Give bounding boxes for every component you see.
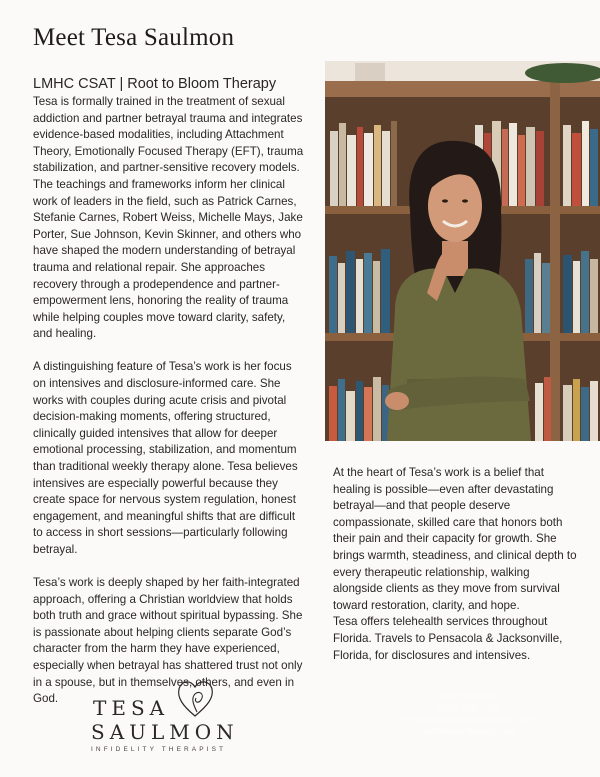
bio-paragraph-belief: At the heart of Tesa’s work is a belief that healing is possible—even after devastating betrayal—and that people deserve compassionate, skilled care that honors both their pain and their capacity for growth. She brings warmth, steadiness, and clinical depth to every therapeutic relationship, walking alongside clients as they move from survival toward restoration, clarity, and hope.	[333, 466, 577, 612]
bio-paragraph-services: Tesa offers telehealth services throughout Florida. Travels to Pensacola & Jacksonville, Florida, for disclosures and intensives.	[333, 615, 563, 662]
portrait-photo	[325, 61, 600, 441]
contact-name: Tesa Saulmon	[437, 691, 499, 702]
contact-block	[368, 691, 568, 737]
bio-left-column	[33, 94, 305, 724]
bio-right-column	[333, 465, 577, 664]
logo-tagline: INFIDELITY THERAPIST	[91, 746, 227, 753]
bio-paragraph-faith: Tesa’s work is deeply shaped by her faith-integrated approach, offering a Christian worldview that holds both truth and grace without spiritual bypassing. She is passionate about helping clients separate God’s character from the harm they have experienced, especially when betrayal has shattered trust not only in a spouse, but in themselves, others, and even in God.	[33, 576, 303, 706]
bio-paragraph-training: Tesa is formally trained in the treatment of sexual addiction and partner betrayal trauma and integrates evidence-based modalities, including Attachment Theory, Emotionally Focused Therapy (EFT), trauma stabilization, and partner-sensitive recovery models. The teachings and frameworks inform her clinical work of leaders in the field, such as Patrick Carnes, Stefanie Carnes, Robert Weiss, Michelle Mays, Jake Porter, Sue Johnson, Kevin Skinner, and others who have shaped the modern understanding of betrayal trauma and relational repair. She approaches recovery through a prodependence and partner-empowerment lens, honoring the reality of trauma while helping couples move toward clarity, safety, and healing.	[33, 95, 304, 341]
logo-wordmark-first: TESA	[93, 696, 170, 720]
bio-paragraph-intensives: A distinguishing feature of Tesa’s work is her focus on intensives and disclosure-informed care. She works with couples during acute crisis and pivotal decision-making moments, offering structured, clinically guided intensives that allow for deeper emotional processing, stabilization, and momentum than traditional weekly therapy alone. Tesa believes intensives are especially powerful because they create space for nervous system regulation, honest engagement, and meaningful shifts that are difficult to access in short sessions—particularly following betrayal.	[33, 360, 298, 556]
contact-phone[interactable]: (850) 308-7993	[435, 702, 501, 714]
credentials-subtitle: LMHC CSAT | Root to Bloom Therapy	[33, 76, 277, 92]
page-title: Meet Tesa Saulmon	[33, 24, 235, 51]
heart-icon	[175, 676, 217, 720]
brand-logo	[90, 676, 250, 756]
logo-wordmark-last: SAULMON	[91, 720, 239, 744]
contact-email[interactable]: tesa@roottobloomtherapy.com	[403, 714, 533, 725]
contact-website[interactable]: roottobloomtherapy.com	[417, 725, 519, 737]
